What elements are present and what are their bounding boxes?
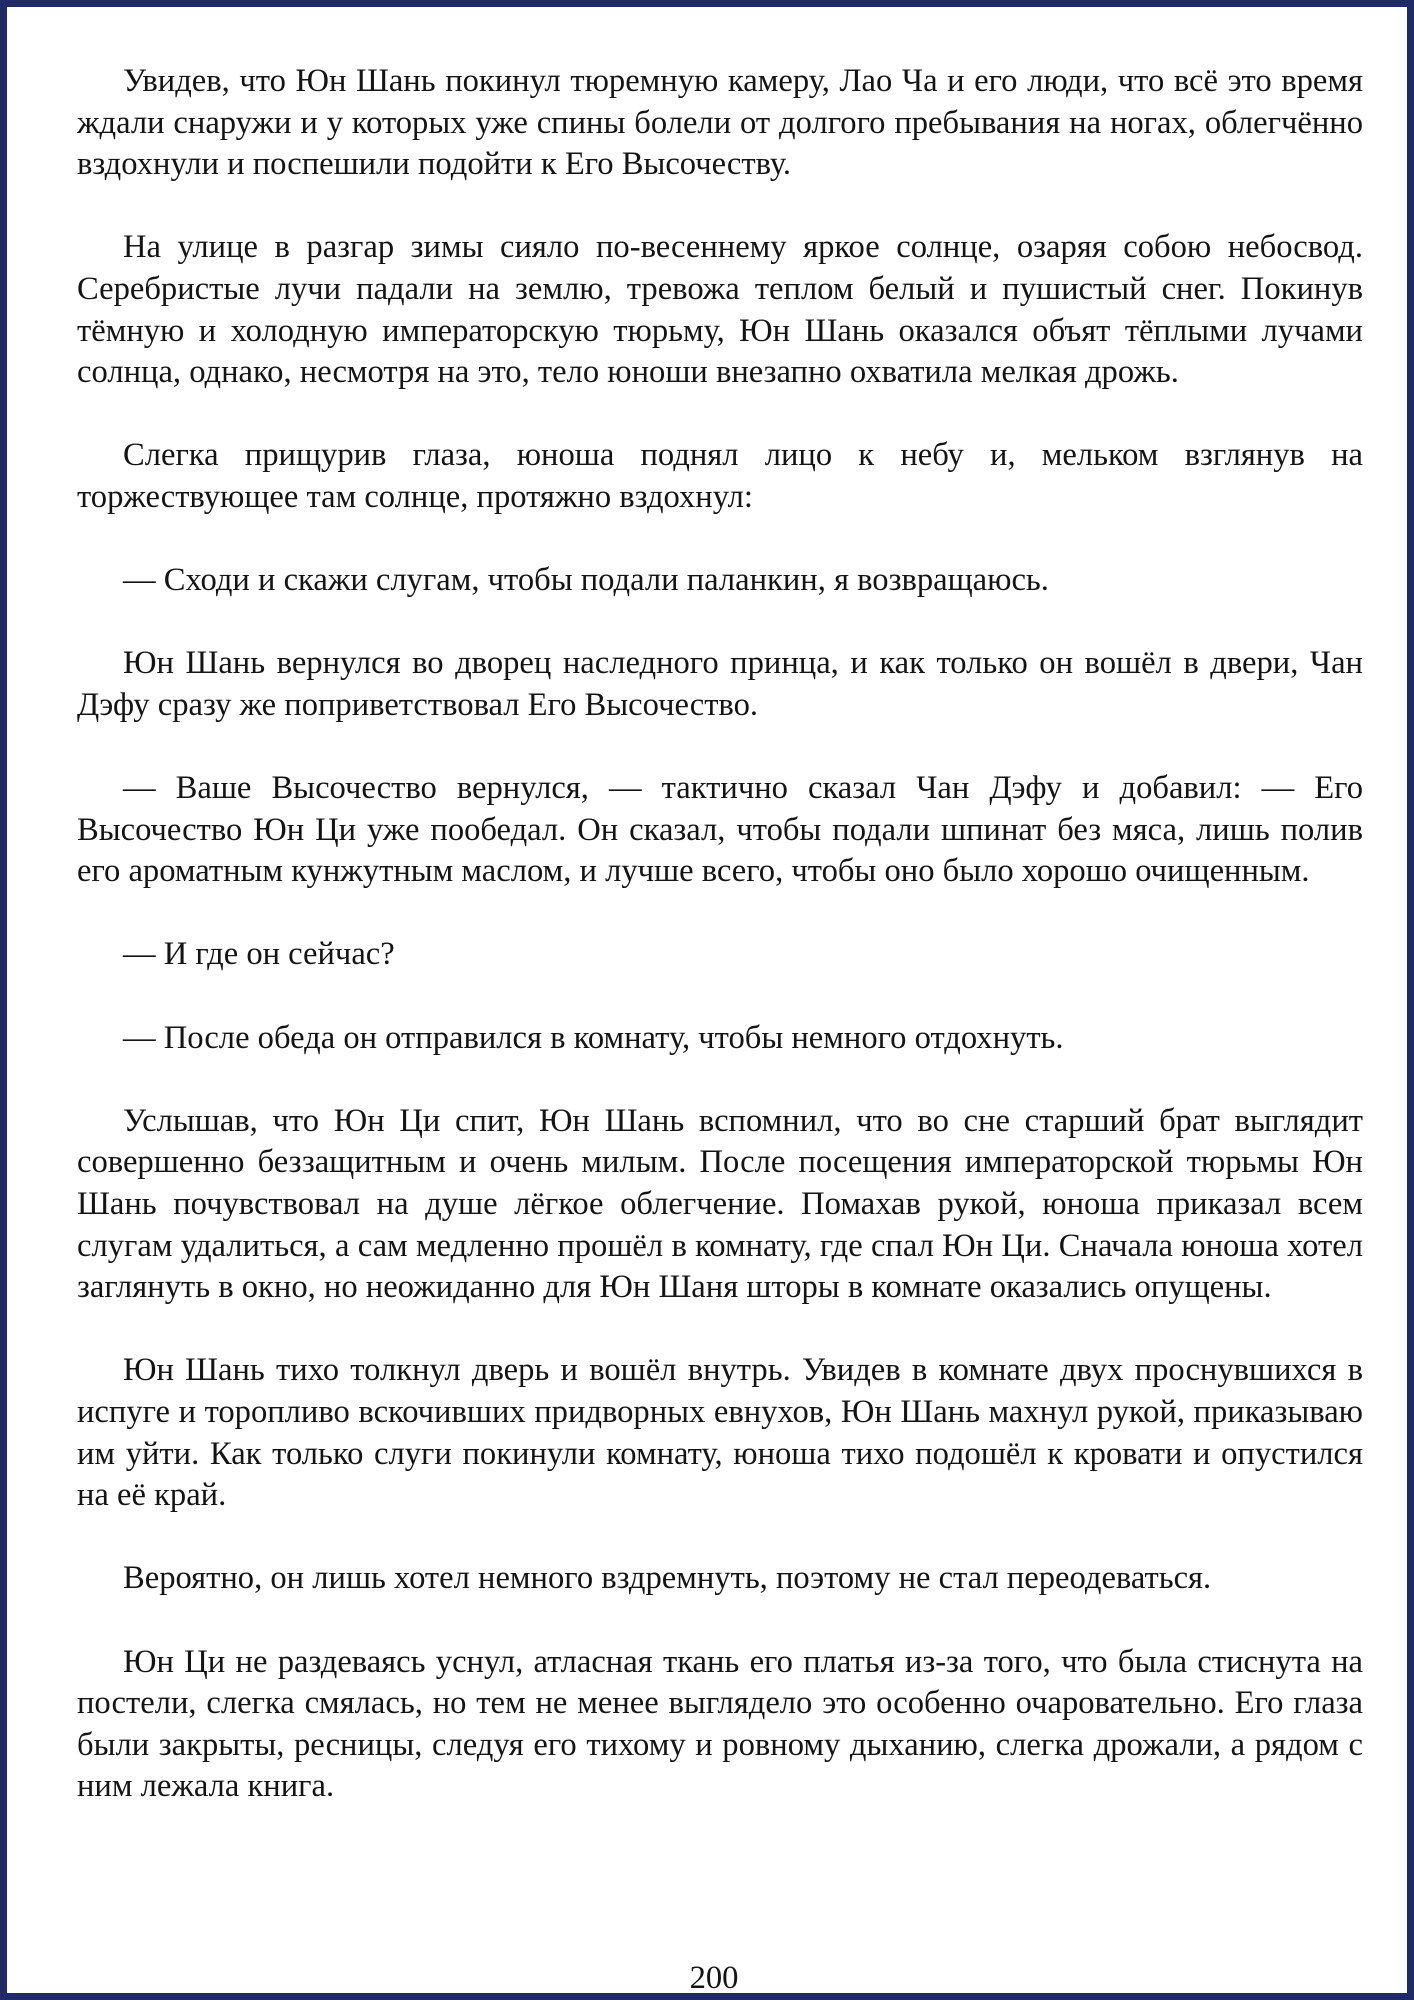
paragraph-6: — Ваше Высочество вернулся, — тактично сказал Чан Дэфу и добавил: — Его Высочество Юн Ци уже пообедал. Он сказал, чтобы подали шпинат без мяса, лишь полив его ароматным кунжутным маслом, и лучше всего, чтобы оно было хорошо очищенным. <box>77 770 1363 890</box>
paragraph-10: Юн Шань тихо толкнул дверь и вошёл внутрь. Увидев в комнате двух проснувшихся в испуге и торопливо вскочивших придворных евнухов, Юн Шань махнул рукой, приказываю им уйти. Как только слуги покинули комнату, юноша тихо подошёл к кровати и опустился на её край. <box>77 1352 1363 1514</box>
paragraph-7: — И где он сейчас? <box>123 936 395 973</box>
paragraph-8: — После обеда он отправился в комнату, чтобы немного отдохнуть. <box>123 1019 1064 1056</box>
paragraph-9: Услышав, что Юн Ци спит, Юн Шань вспомнил, что во сне старший брат выглядит совершенно беззащитным и очень милым. После посещения императорской тюрьмы Юн Шань почувствовал на душе лёгкое облегчение. Помахав рукой, юноша приказал всем слугам удалиться, а сам медленно прошёл в комнату, где спал Юн Ци. Сначала юноша хотел заглянуть в окно, но неожиданно для Юн Шаня шторы в комнате оказались опущены. <box>77 1102 1363 1306</box>
paragraph-12: Юн Ци не раздеваясь уснул, атласная ткань его платья из-за того, что была стиснута на постели, слегка смялась, но тем не менее выглядело это особенно очаровательно. Его глаза были закрыты, ресницы, следуя его тихому и ровному дыханию, слегка дрожали, а рядом с ним лежала книга. <box>77 1643 1363 1805</box>
paragraph-1: Увидев, что Юн Шань покинул тюремную камеру, Лао Ча и его люди, что всё это время ждали снаружи и у которых уже спины болели от долгого пребывания на ногах, облегчённо вздохнули и поспешили подойти к Его Высочеству. <box>77 63 1363 183</box>
page-number: 200 <box>689 1960 739 1996</box>
paragraph-11: Вероятно, он лишь хотел немного вздремнуть, поэтому не стал переодеваться. <box>123 1560 1212 1597</box>
text-body <box>77 61 1363 1850</box>
paragraph-2: На улице в разгар зимы сияло по-весеннему яркое солнце, озаряя собою небосвод. Серебристые лучи падали на землю, тревожа теплом белый и пушистый снег. Покинув тёмную и холодную императорскую тюрьму, Юн Шань оказался объят тёплыми лучами солнца, однако, несмотря на это, тело юноши внезапно охватила мелкая дрожь. <box>77 229 1363 391</box>
paragraph-3: Слегка прищурив глаза, юноша поднял лицо к небу и, мельком взглянув на торжествующее там солнце, протяжно вздохнул: <box>77 437 1363 515</box>
paragraph-5: Юн Шань вернулся во дворец наследного принца, и как только он вошёл в двери, Чан Дэфу сразу же поприветствовал Его Высочество. <box>77 645 1363 723</box>
paragraph-4: — Сходи и скажи слугам, чтобы подали паланкин, я возвращаюсь. <box>123 562 1049 599</box>
